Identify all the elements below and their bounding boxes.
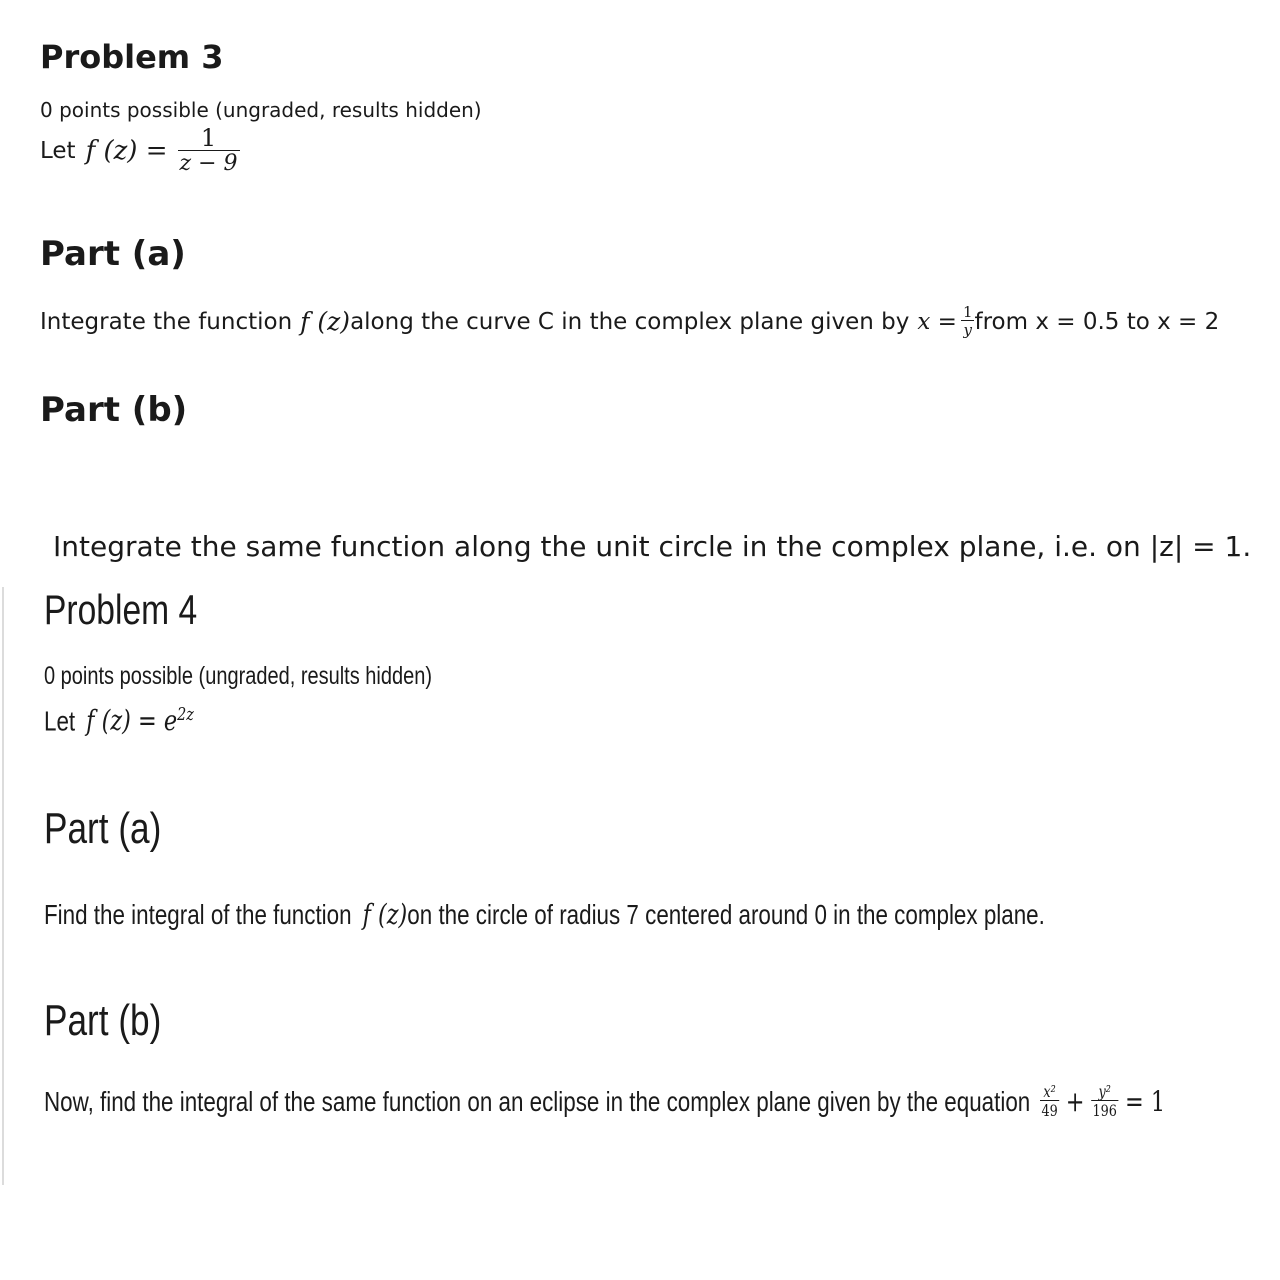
ellipse-num-2: y²: [1098, 1082, 1111, 1101]
problem3-part-a-title: Part (a): [40, 234, 186, 274]
problem3-part-b-title: Part (b): [40, 390, 188, 430]
fraction-numerator: 1: [200, 124, 217, 152]
problem4-points: 0 points possible (ungraded, results hidden): [44, 662, 433, 690]
problem4-part-a-text: [44, 898, 1045, 931]
ellipse-frac-2: [1091, 1084, 1119, 1119]
ellipse-den-2: 196: [1092, 1101, 1117, 1120]
ellipse-rhs: = 1: [1124, 1085, 1166, 1118]
problem3-part-b-text: Integrate the same function along the unit circle in the complex plane, i.e. on |z| = 1.: [53, 530, 1252, 563]
problem3-points: 0 points possible (ungraded, results hidden): [40, 98, 482, 122]
ellipse-frac-1: [1040, 1084, 1059, 1119]
ellipse-den-1: 49: [1041, 1101, 1058, 1120]
p4-part-a-fz: f (z): [362, 898, 408, 931]
problem4-part-a-title: Part (a): [44, 804, 162, 853]
part-a-post: from x = 0.5 to x = 2: [974, 308, 1220, 335]
problem3-title: Problem 3: [40, 38, 224, 76]
problem4-part-b-title: Part (b): [44, 996, 162, 1045]
let-label: Let: [40, 137, 76, 164]
part-a-fz: f (z): [300, 307, 351, 336]
function-lhs-4: f (z) = e: [86, 704, 178, 738]
part-a-mid: along the curve C in the complex plane given by: [350, 308, 910, 335]
p4-part-a-post: on the circle of radius 7 centered around 0 in the complex plane.: [407, 899, 1045, 930]
let-label-4: Let: [44, 705, 76, 737]
function-lhs: f (z) =: [85, 135, 168, 166]
fraction-denominator: z − 9: [179, 151, 238, 176]
part-a-pre: Integrate the function: [40, 308, 293, 335]
problem4-definition: [44, 704, 194, 737]
p4-part-b-pre: Now, find the integral of the same function on an eclipse in the complex plane given by the equation: [44, 1085, 1031, 1117]
function-exponent: 2z: [177, 704, 194, 725]
part-a-fden: y: [961, 320, 975, 338]
function-fraction: [178, 126, 240, 175]
ellipse-plus: +: [1065, 1085, 1085, 1118]
problem3-part-a-text: [40, 305, 1219, 338]
part-a-x: x =: [917, 308, 957, 335]
ellipse-num-1: x²: [1043, 1082, 1056, 1101]
problem4-title: Problem 4: [44, 586, 198, 633]
problem3-definition: [40, 126, 240, 175]
p4-part-a-pre: Find the integral of the function: [44, 899, 352, 930]
part-a-fraction: [961, 305, 975, 338]
part-a-fnum: 1: [962, 303, 973, 321]
left-divider: [2, 587, 4, 1185]
problem4-part-b-text: [44, 1084, 1165, 1119]
